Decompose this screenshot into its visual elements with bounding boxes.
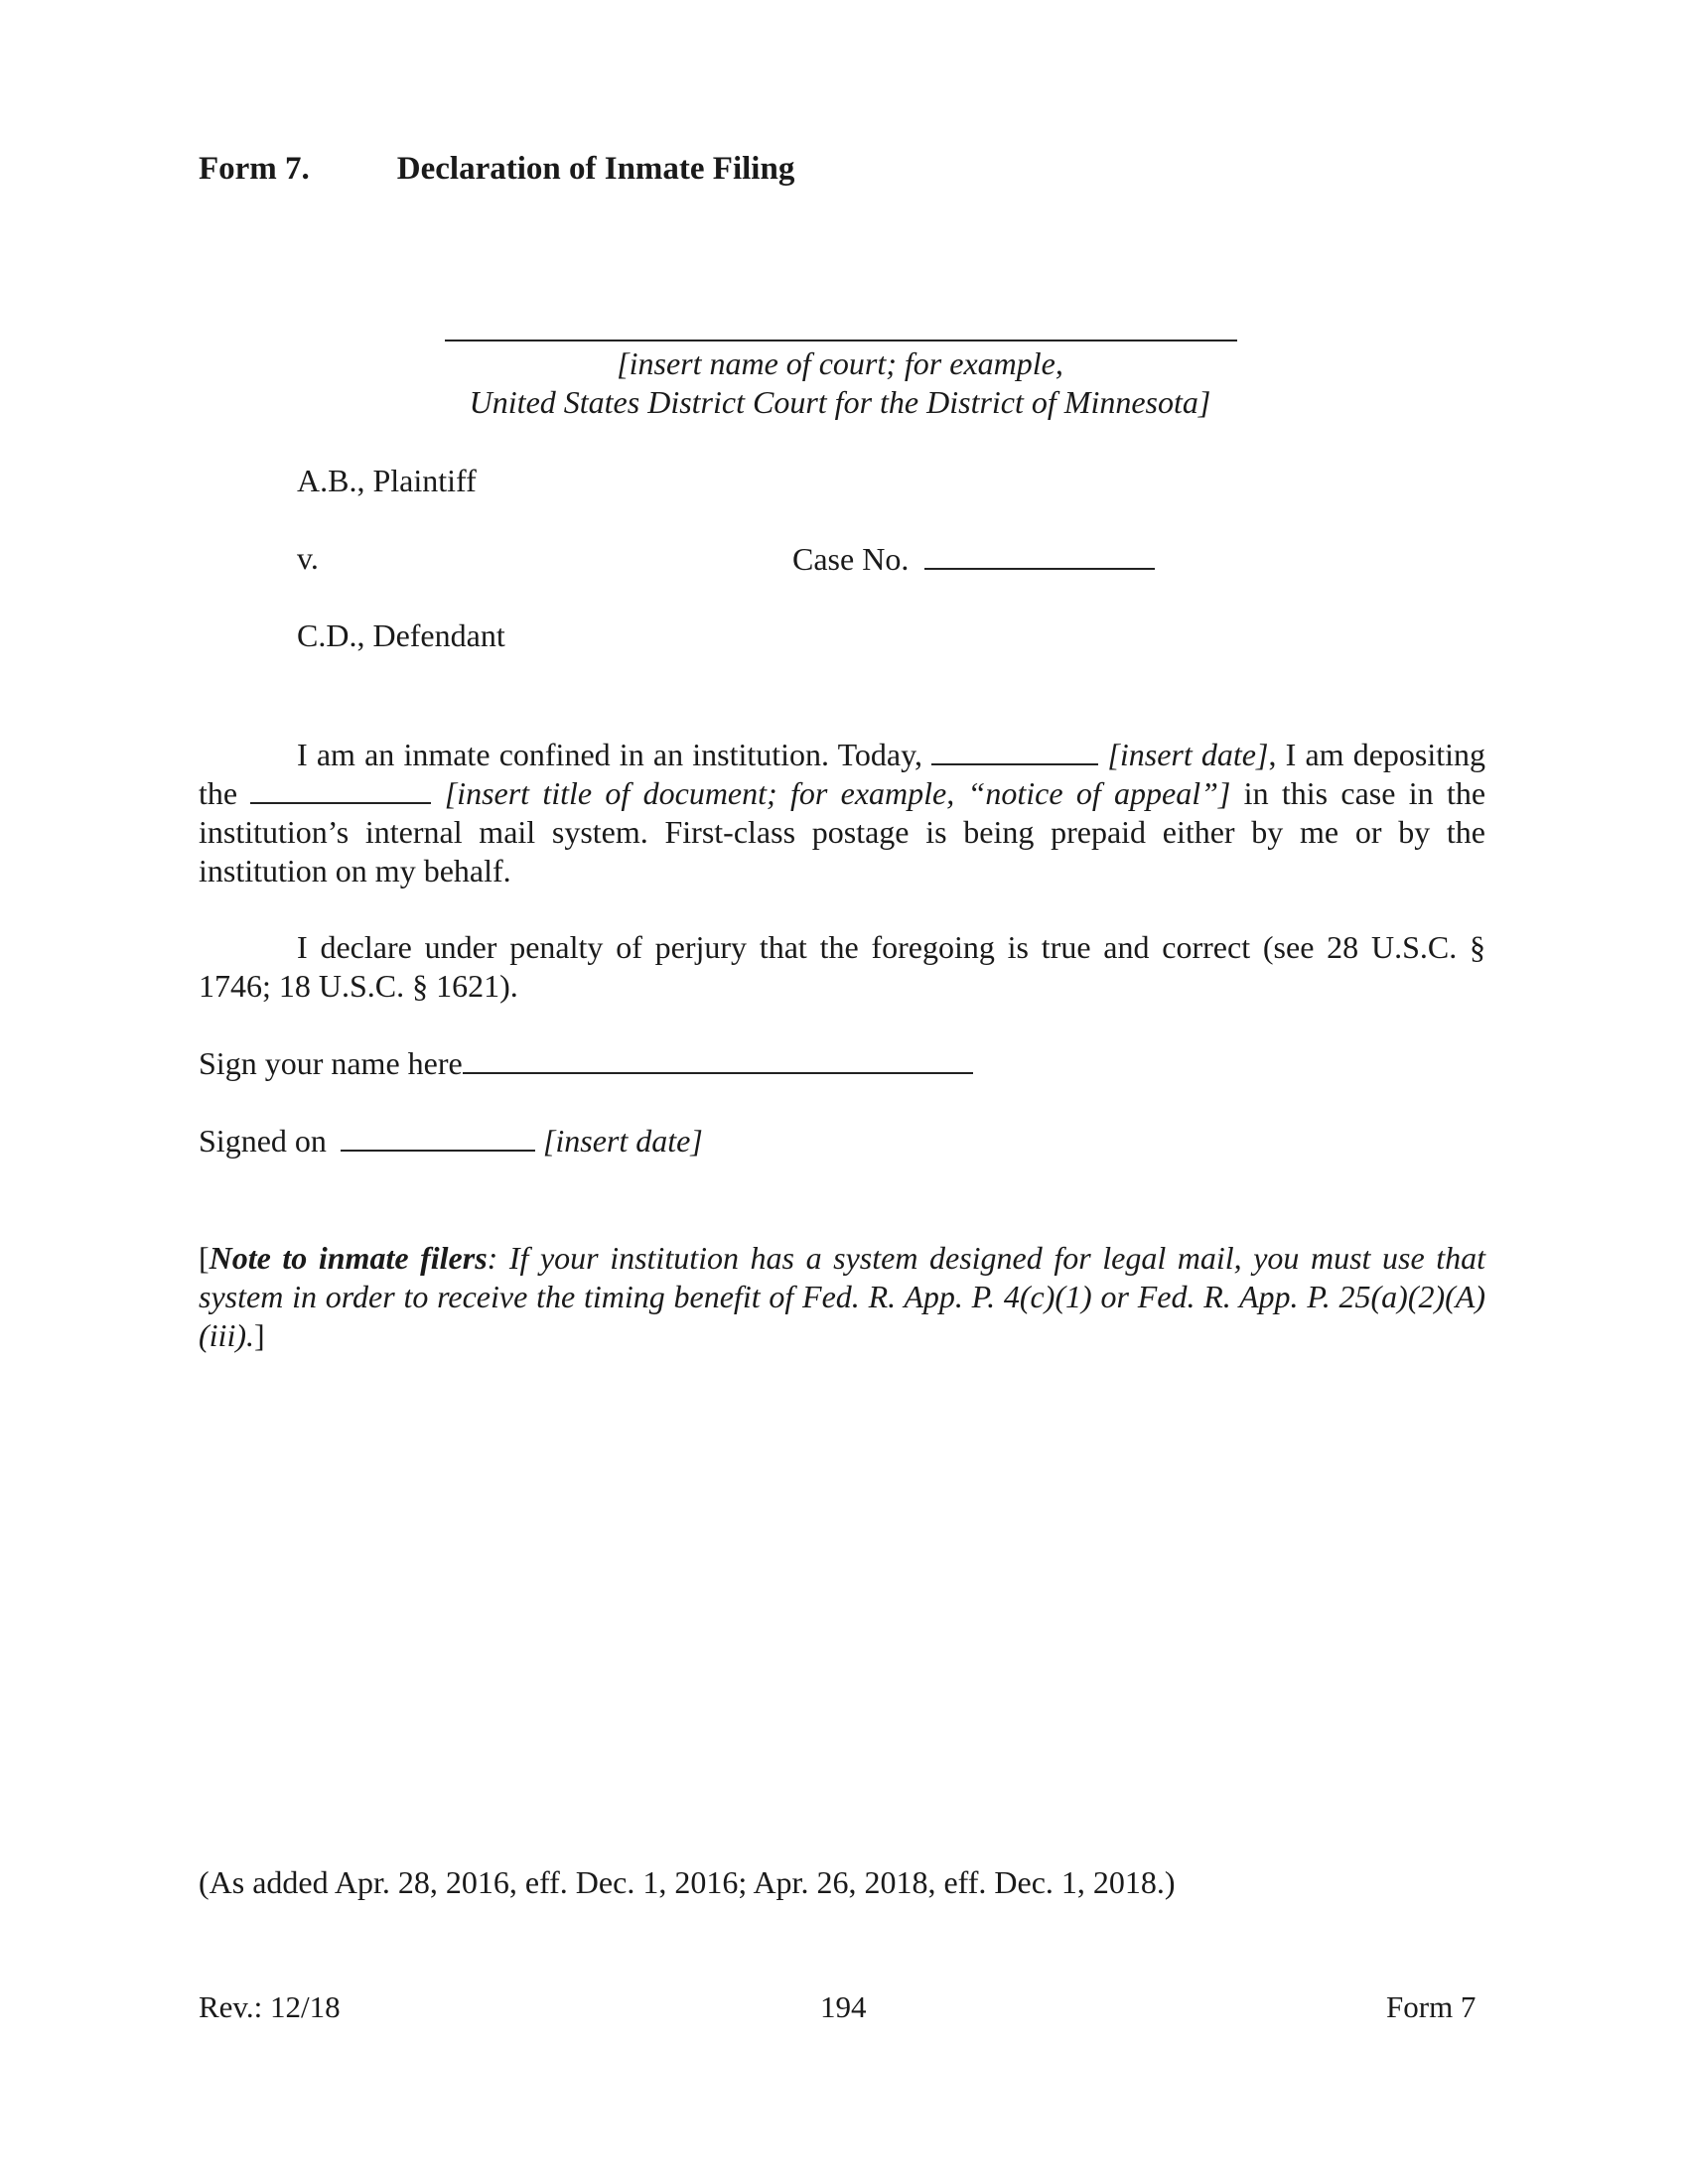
signed-on-label: Signed on bbox=[199, 1123, 327, 1159]
form-number: Form 7. bbox=[199, 151, 310, 187]
insert-document-hint: [insert title of document; for example, “notice of appeal”] bbox=[444, 775, 1231, 811]
note-open-bracket: [ bbox=[199, 1240, 210, 1276]
declaration-text-2: , I am depositing the bbox=[199, 737, 1486, 811]
court-name-blank bbox=[445, 340, 1237, 341]
footer-revision: Rev.: 12/18 bbox=[199, 1989, 341, 2024]
signature-line bbox=[199, 1044, 973, 1082]
amendment-history: (As added Apr. 28, 2016, eff. Dec. 1, 2016; Apr. 26, 2018, eff. Dec. 1, 2018.) bbox=[199, 1864, 1176, 1900]
note-close-bracket: ] bbox=[253, 1317, 265, 1353]
footer-form-label: Form 7 bbox=[1386, 1989, 1477, 2024]
court-caption bbox=[397, 344, 1283, 422]
plaintiff-line: A.B., Plaintiff bbox=[297, 463, 477, 498]
signed-on-line bbox=[199, 1122, 703, 1160]
signature-blank bbox=[463, 1044, 973, 1074]
declaration-text-3: in this case in the institution’s internal mail system. First-class postage is being prepaid either by me or by the institution on my behalf. bbox=[199, 775, 1486, 888]
declaration-text-1: I am an inmate confined in an institution. Today, bbox=[297, 737, 923, 772]
document-title-blank bbox=[250, 774, 431, 804]
inmate-note bbox=[199, 1239, 1485, 1355]
footer-page-number: 194 bbox=[820, 1989, 867, 2024]
defendant-line: C.D., Defendant bbox=[297, 617, 505, 653]
court-caption-line-1: [insert name of court; for example, bbox=[617, 345, 1063, 381]
signed-on-date-hint: [insert date] bbox=[542, 1123, 703, 1159]
note-body: : If your institution has a system designed for legal mail, you must use that system in order to receive the timing benefit of Fed. R. App. P. 4(c)(1) or Fed. R. App. P. 25(a)(2)(A)(iii). bbox=[199, 1240, 1486, 1353]
perjury-text: I declare under penalty of perjury that the foregoing is true and correct (see 28 U.S.C. § 1746; 18 U.S.C. § 1621). bbox=[199, 929, 1485, 1004]
court-caption-line-2: United States District Court for the District of Minnesota] bbox=[469, 384, 1211, 420]
signed-on-date-blank bbox=[341, 1122, 535, 1152]
versus-label: v. bbox=[297, 540, 319, 576]
form-heading bbox=[199, 151, 794, 188]
note-label: Note to inmate filers bbox=[209, 1240, 488, 1276]
date-blank bbox=[931, 736, 1098, 765]
insert-date-hint: [insert date] bbox=[1107, 737, 1269, 772]
case-number-blank bbox=[924, 540, 1155, 570]
case-number bbox=[792, 540, 1155, 578]
sign-name-label: Sign your name here bbox=[199, 1045, 463, 1081]
case-number-label: Case No. bbox=[792, 541, 910, 577]
perjury-paragraph bbox=[199, 928, 1485, 1006]
form-title: Declaration of Inmate Filing bbox=[396, 151, 795, 187]
declaration-paragraph bbox=[199, 736, 1485, 890]
